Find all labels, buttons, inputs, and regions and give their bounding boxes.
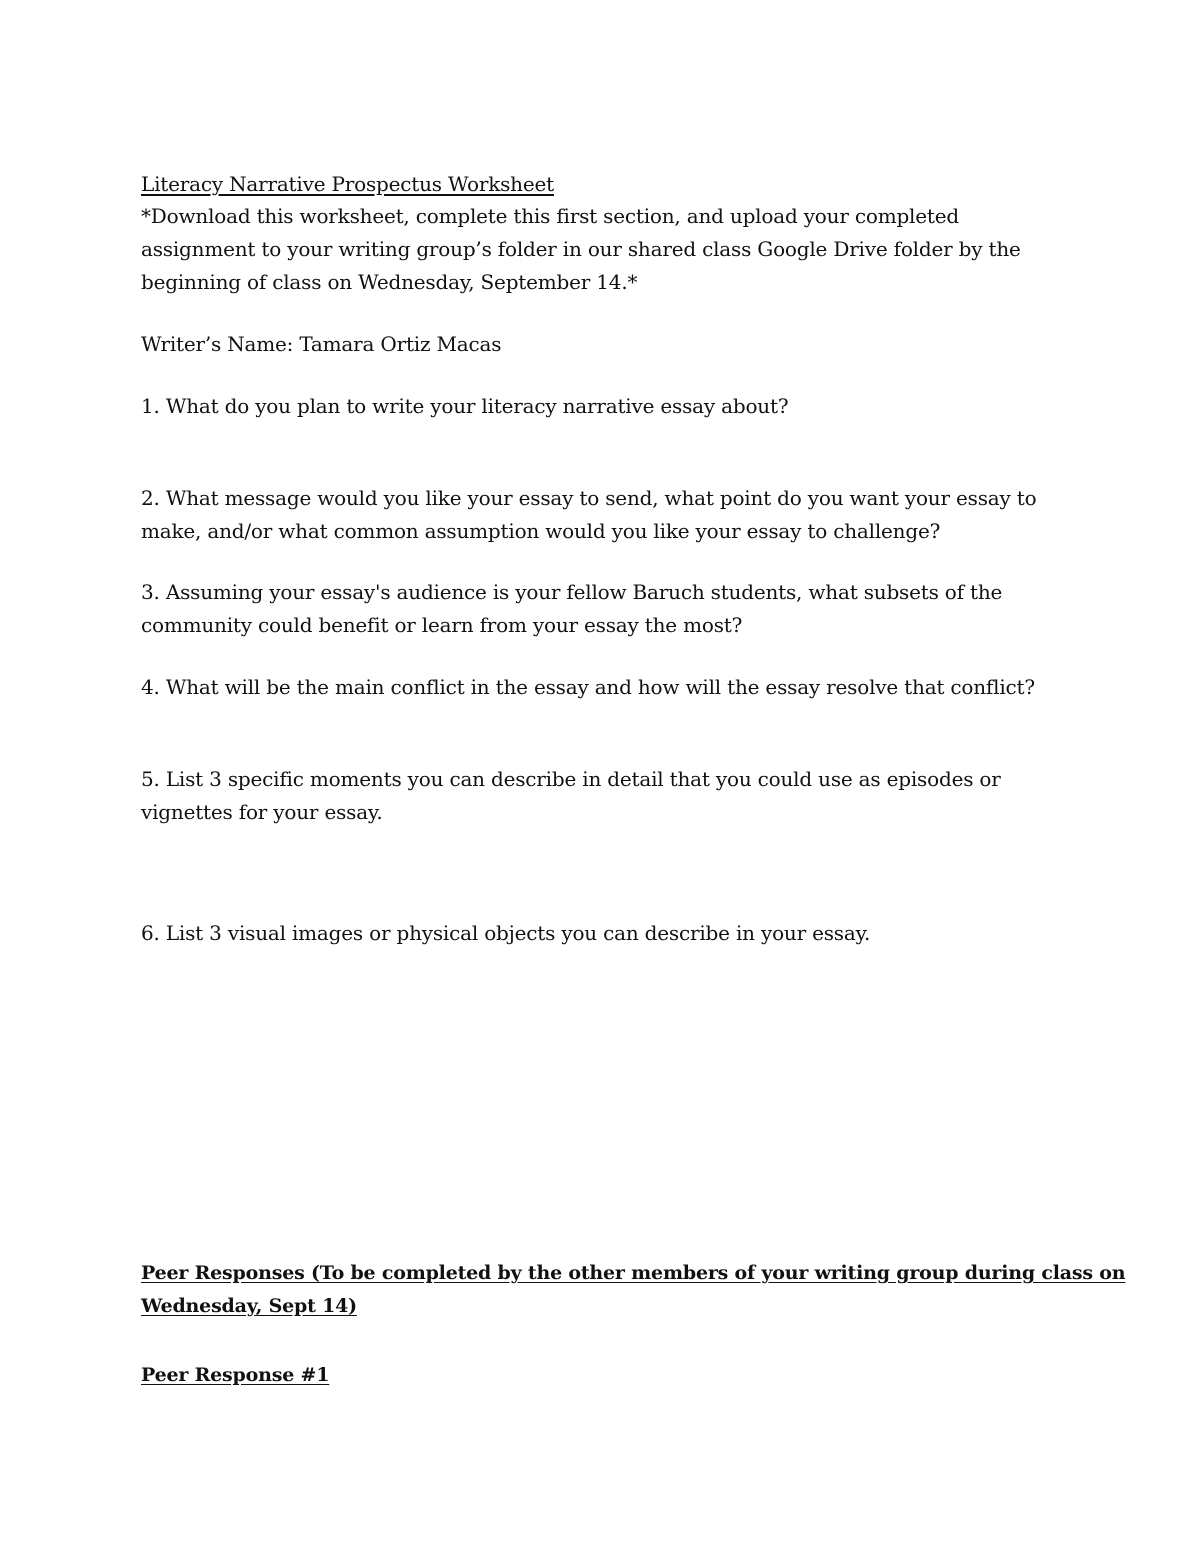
peer-responses-heading-line-2: Wednesday, Sept 14) — [141, 1295, 357, 1317]
question-5-line-2: vignettes for your essay. — [141, 800, 383, 824]
question-1: 1. What do you plan to write your literacy narrative essay about? — [141, 394, 789, 418]
question-5-line-1: 5. List 3 specific moments you can describe in detail that you could use as episodes or — [141, 767, 1001, 791]
peer-responses-heading-line-1: Peer Responses (To be completed by the other members of your writing group during class on — [141, 1262, 1126, 1284]
question-2-line-2: make, and/or what common assumption would you like your essay to challenge? — [141, 519, 941, 543]
peer-response-1-heading: Peer Response #1 — [141, 1364, 330, 1386]
question-3-line-1: 3. Assuming your essay's audience is your fellow Baruch students, what subsets of the — [141, 580, 1003, 604]
instructions-line-3: beginning of class on Wednesday, September 14.* — [141, 270, 638, 294]
question-3-line-2: community could benefit or learn from your essay the most? — [141, 613, 743, 637]
question-4: 4. What will be the main conflict in the essay and how will the essay resolve that conflict? — [141, 675, 1035, 699]
worksheet-title: Literacy Narrative Prospectus Worksheet — [141, 172, 554, 196]
instructions-line-2: assignment to your writing group’s folder in our shared class Google Drive folder by the — [141, 237, 1021, 261]
writer-name: Writer’s Name: Tamara Ortiz Macas — [141, 332, 502, 356]
question-6: 6. List 3 visual images or physical objects you can describe in your essay. — [141, 921, 871, 945]
question-2-line-1: 2. What message would you like your essay to send, what point do you want your essay to — [141, 486, 1037, 510]
instructions-line-1: *Download this worksheet, complete this first section, and upload your completed — [141, 204, 959, 228]
